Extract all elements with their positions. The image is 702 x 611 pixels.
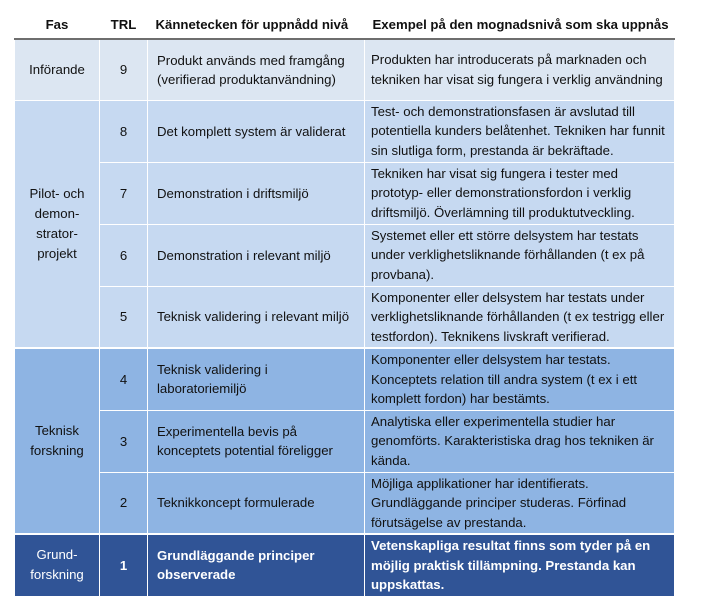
table-row (15, 534, 675, 596)
trl-level: 1 (100, 534, 148, 596)
table-row (15, 348, 675, 410)
trl-level: 7 (100, 162, 148, 224)
level-example: Komponenter eller delsystem har testats under verklighetsliknande förhållanden (t ex testrigg eller testfordon). Teknikens livskraft verifierad. (365, 286, 675, 348)
trl-table (14, 12, 675, 597)
header-kannetecken: Kännetecken för uppnådd nivå (148, 12, 365, 39)
level-description: Det komplett system är validerat (148, 100, 365, 162)
level-description: Demonstration i relevant miljö (148, 224, 365, 286)
table-row (15, 162, 675, 224)
level-description: Teknikkoncept formulerade (148, 472, 365, 534)
level-description: Grundläggande principer observerade (148, 534, 365, 596)
header-fas: Fas (15, 12, 100, 39)
phase-basic: Grund-forskning (15, 534, 100, 596)
level-description: Demonstration i driftsmiljö (148, 162, 365, 224)
header-row (15, 12, 675, 39)
trl-level: 5 (100, 286, 148, 348)
level-description: Experimentella bevis på konceptets potential föreligger (148, 410, 365, 472)
trl-level: 4 (100, 348, 148, 410)
level-example: Vetenskapliga resultat finns som tyder på en möjlig praktisk tillämpning. Prestanda kan uppskattas. (365, 534, 675, 596)
header-exempel: Exempel på den mognadsnivå som ska uppnås (365, 12, 675, 39)
table-row (15, 224, 675, 286)
header-trl: TRL (100, 12, 148, 39)
trl-level: 9 (100, 39, 148, 100)
level-example: Test- och demonstrationsfasen är avslutad till potentiella kunders belåtenhet. Tekniken har funnit sin slutliga form, prestanda är bekräftade. (365, 100, 675, 162)
table-row (15, 410, 675, 472)
level-example: Produkten har introducerats på marknaden och tekniken har visat sig fungera i verklig användning (365, 39, 675, 100)
table-row (15, 39, 675, 100)
level-description: Teknisk validering i relevant miljö (148, 286, 365, 348)
level-example: Systemet eller ett större delsystem har testats under verklighetsliknande förhållanden (t ex på provbana). (365, 224, 675, 286)
phase-introduction: Införande (15, 39, 100, 100)
level-description: Teknisk validering i laboratoriemiljö (148, 348, 365, 410)
phase-pilot: Pilot- och demon-strator-projekt (15, 100, 100, 348)
level-example: Möjliga applikationer har identifierats. Grundläggande principer studeras. Förfinad förutsägelse av prestanda. (365, 472, 675, 534)
trl-level: 6 (100, 224, 148, 286)
table-row (15, 100, 675, 162)
trl-level: 2 (100, 472, 148, 534)
level-example: Analytiska eller experimentella studier har genomförts. Karakteristiska drag hos tekniken är kända. (365, 410, 675, 472)
trl-level: 8 (100, 100, 148, 162)
table-row (15, 472, 675, 534)
level-description: Produkt används med framgång (verifierad produktanvändning) (148, 39, 365, 100)
level-example: Tekniken har visat sig fungera i tester med prototyp- eller demonstrationsfordon i verklig driftsmiljö. Överlämning till produktutveckling. (365, 162, 675, 224)
trl-table-container (14, 12, 674, 597)
table-row (15, 286, 675, 348)
phase-technical: Teknisk forskning (15, 348, 100, 534)
level-example: Komponenter eller delsystem har testats. Konceptets relation till andra system (t ex i ett komplett fordon) har bestämts. (365, 348, 675, 410)
trl-level: 3 (100, 410, 148, 472)
